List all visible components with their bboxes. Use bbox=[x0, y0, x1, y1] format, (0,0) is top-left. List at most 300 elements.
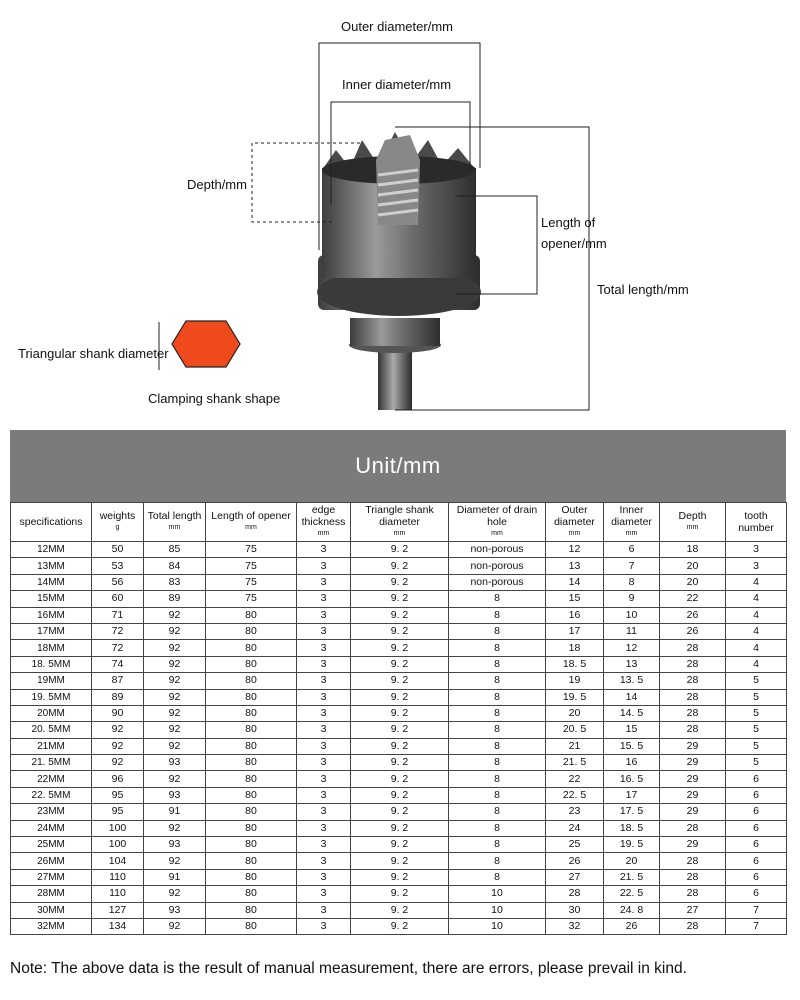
table-cell: 80 bbox=[206, 869, 297, 885]
table-cell: 3 bbox=[297, 787, 351, 803]
opener-length-label-1: Length of bbox=[541, 215, 596, 230]
table-cell: 92 bbox=[144, 918, 206, 934]
table-body bbox=[11, 542, 787, 935]
table-cell: 60 bbox=[92, 591, 144, 607]
spec-cell: 16MM bbox=[11, 607, 92, 623]
table-cell: 28 bbox=[660, 640, 726, 656]
header-unit: mm bbox=[491, 530, 503, 537]
table-cell: 3 bbox=[297, 558, 351, 574]
clamping-shank-shape bbox=[172, 321, 240, 367]
table-cell: 92 bbox=[144, 673, 206, 689]
table-cell: 10 bbox=[449, 886, 546, 902]
spec-cell: 21MM bbox=[11, 738, 92, 754]
table-cell: 24 bbox=[546, 820, 604, 836]
table-row bbox=[11, 918, 787, 934]
table-row bbox=[11, 673, 787, 689]
table-cell: 92 bbox=[144, 623, 206, 639]
table-cell: 93 bbox=[144, 787, 206, 803]
table-cell: 100 bbox=[92, 820, 144, 836]
table-cell: 80 bbox=[206, 755, 297, 771]
table-cell: 18. 5 bbox=[604, 820, 660, 836]
table-cell: non-porous bbox=[449, 542, 546, 558]
table-cell: 72 bbox=[92, 623, 144, 639]
table-cell: 92 bbox=[144, 853, 206, 869]
table-header-row bbox=[11, 503, 787, 542]
header-unit: mm bbox=[168, 524, 181, 531]
table-cell: 24. 8 bbox=[604, 902, 660, 918]
header-label: edge thickness bbox=[301, 504, 346, 528]
table-cell: 17. 5 bbox=[604, 804, 660, 820]
table-cell: 21 bbox=[546, 738, 604, 754]
header-cell bbox=[726, 503, 787, 542]
table-cell: 56 bbox=[92, 574, 144, 590]
table-row bbox=[11, 607, 787, 623]
table-cell: 93 bbox=[144, 755, 206, 771]
table-cell: 8 bbox=[449, 623, 546, 639]
table-cell: 9. 2 bbox=[351, 853, 449, 869]
table-cell: 29 bbox=[660, 755, 726, 771]
spec-cell: 22. 5MM bbox=[11, 787, 92, 803]
table-row bbox=[11, 787, 787, 803]
table-cell: 80 bbox=[206, 640, 297, 656]
spec-cell: 26MM bbox=[11, 853, 92, 869]
table-cell: 80 bbox=[206, 837, 297, 853]
table-cell: 3 bbox=[297, 837, 351, 853]
table-cell: 6 bbox=[604, 542, 660, 558]
spec-cell: 28MM bbox=[11, 886, 92, 902]
table-cell: 3 bbox=[297, 820, 351, 836]
spec-cell: 20MM bbox=[11, 705, 92, 721]
table-cell: 3 bbox=[297, 591, 351, 607]
table-cell: 20 bbox=[660, 558, 726, 574]
table-cell: 8 bbox=[449, 869, 546, 885]
table-cell: 12 bbox=[546, 542, 604, 558]
note: Note: The above data is the result of manual measurement, there are errors, please prevail in kind. bbox=[10, 960, 687, 977]
table-cell: 4 bbox=[726, 656, 787, 672]
table-cell: 28 bbox=[660, 705, 726, 721]
table-cell: 83 bbox=[144, 574, 206, 590]
table-row bbox=[11, 820, 787, 836]
table-cell: 19. 5 bbox=[546, 689, 604, 705]
table-cell: 74 bbox=[92, 656, 144, 672]
table-cell: 21. 5 bbox=[604, 869, 660, 885]
spec-cell: 25MM bbox=[11, 837, 92, 853]
table-cell: 14 bbox=[604, 689, 660, 705]
table-cell: 5 bbox=[726, 689, 787, 705]
table-cell: 95 bbox=[92, 787, 144, 803]
header-cell bbox=[351, 503, 449, 542]
table-cell: 29 bbox=[660, 787, 726, 803]
table-cell: 85 bbox=[144, 542, 206, 558]
table-cell: 3 bbox=[297, 705, 351, 721]
table-cell: 22 bbox=[660, 591, 726, 607]
table-cell: 13 bbox=[604, 656, 660, 672]
hole-saw-diagram bbox=[0, 0, 800, 425]
table-cell: 3 bbox=[297, 869, 351, 885]
header-label: Length of opener bbox=[211, 510, 291, 522]
table-cell: 127 bbox=[92, 902, 144, 918]
table-cell: 92 bbox=[144, 640, 206, 656]
table-row bbox=[11, 558, 787, 574]
table-cell: 12 bbox=[604, 640, 660, 656]
table-cell: 8 bbox=[449, 738, 546, 754]
table-cell: 28 bbox=[660, 853, 726, 869]
header-cell bbox=[11, 503, 92, 542]
table-cell: 3 bbox=[726, 558, 787, 574]
table-cell: 8 bbox=[449, 755, 546, 771]
table-cell: 13 bbox=[546, 558, 604, 574]
header-unit: g bbox=[115, 524, 120, 531]
table-cell: 9. 2 bbox=[351, 574, 449, 590]
table-cell: 29 bbox=[660, 771, 726, 787]
table-cell: 110 bbox=[92, 886, 144, 902]
table-row bbox=[11, 689, 787, 705]
table-cell: 14 bbox=[546, 574, 604, 590]
table-cell: 9. 2 bbox=[351, 542, 449, 558]
table-cell: 9. 2 bbox=[351, 869, 449, 885]
table-cell: 80 bbox=[206, 689, 297, 705]
table-cell: 92 bbox=[144, 886, 206, 902]
table-cell: 9. 2 bbox=[351, 722, 449, 738]
table-cell: 18 bbox=[660, 542, 726, 558]
header-label: Diameter of drain hole bbox=[456, 504, 538, 528]
table-cell: 9. 2 bbox=[351, 558, 449, 574]
table-cell: 3 bbox=[297, 886, 351, 902]
table-cell: 80 bbox=[206, 623, 297, 639]
spec-cell: 24MM bbox=[11, 820, 92, 836]
table-cell: 92 bbox=[144, 738, 206, 754]
table-cell: 96 bbox=[92, 771, 144, 787]
table-cell: 8 bbox=[449, 591, 546, 607]
table-cell: 8 bbox=[449, 771, 546, 787]
table-cell: 15 bbox=[604, 722, 660, 738]
table-cell: 8 bbox=[449, 705, 546, 721]
table-cell: 3 bbox=[297, 771, 351, 787]
table-cell: 8 bbox=[449, 640, 546, 656]
table-cell: 92 bbox=[144, 607, 206, 623]
table-cell: 92 bbox=[92, 755, 144, 771]
table-cell: 80 bbox=[206, 918, 297, 934]
table-cell: 80 bbox=[206, 673, 297, 689]
table-cell: 72 bbox=[92, 640, 144, 656]
table-cell: 3 bbox=[297, 804, 351, 820]
header-cell bbox=[297, 503, 351, 542]
table-cell: 28 bbox=[660, 886, 726, 902]
table-cell: 27 bbox=[660, 902, 726, 918]
table-cell: 84 bbox=[144, 558, 206, 574]
table-row bbox=[11, 771, 787, 787]
table-cell: 80 bbox=[206, 738, 297, 754]
table-cell: 8 bbox=[449, 656, 546, 672]
table-cell: 8 bbox=[449, 837, 546, 853]
table-cell: 15. 5 bbox=[604, 738, 660, 754]
spec-cell: 19. 5MM bbox=[11, 689, 92, 705]
header-unit: mm bbox=[317, 530, 330, 537]
table-cell: 90 bbox=[92, 705, 144, 721]
table-cell: 5 bbox=[726, 738, 787, 754]
table-cell: 8 bbox=[449, 722, 546, 738]
table-cell: 3 bbox=[297, 722, 351, 738]
table-cell: 3 bbox=[297, 623, 351, 639]
table-cell: 19. 5 bbox=[604, 837, 660, 853]
header-cell bbox=[449, 503, 546, 542]
table-cell: 9. 2 bbox=[351, 607, 449, 623]
table-cell: 28 bbox=[660, 656, 726, 672]
table-cell: 3 bbox=[297, 673, 351, 689]
table-cell: 9. 2 bbox=[351, 738, 449, 754]
table-cell: 91 bbox=[144, 804, 206, 820]
header-label: weights bbox=[99, 510, 136, 522]
collar bbox=[350, 318, 440, 346]
table-title: Unit/mm bbox=[10, 430, 786, 502]
spec-cell: 12MM bbox=[11, 542, 92, 558]
table-row bbox=[11, 886, 787, 902]
table-cell: 28 bbox=[660, 918, 726, 934]
spec-cell: 30MM bbox=[11, 902, 92, 918]
table-cell: 26 bbox=[660, 623, 726, 639]
table-cell: 18 bbox=[546, 640, 604, 656]
table-cell: 89 bbox=[92, 689, 144, 705]
table-row bbox=[11, 738, 787, 754]
table-row bbox=[11, 722, 787, 738]
table-cell: 80 bbox=[206, 656, 297, 672]
table-row bbox=[11, 755, 787, 771]
table-cell: 22 bbox=[546, 771, 604, 787]
table-cell: 3 bbox=[297, 738, 351, 754]
header-label: tooth number bbox=[738, 510, 774, 534]
header-label: Total length bbox=[147, 510, 202, 522]
table-cell: 75 bbox=[206, 574, 297, 590]
table-cell: 134 bbox=[92, 918, 144, 934]
table-cell: 80 bbox=[206, 722, 297, 738]
table-cell: 29 bbox=[660, 738, 726, 754]
table-cell: 8 bbox=[449, 689, 546, 705]
header-cell bbox=[92, 503, 144, 542]
table-cell: 3 bbox=[297, 656, 351, 672]
table-row bbox=[11, 542, 787, 558]
table-cell: 3 bbox=[297, 853, 351, 869]
table-cell: 3 bbox=[297, 640, 351, 656]
table-cell: 8 bbox=[604, 574, 660, 590]
clamping-shape-label: Clamping shank shape bbox=[148, 391, 281, 406]
depth-label: Depth/mm bbox=[187, 177, 247, 192]
header-unit: mm bbox=[568, 530, 581, 537]
table-cell: 75 bbox=[206, 542, 297, 558]
table-cell: 3 bbox=[297, 542, 351, 558]
table-cell: 71 bbox=[92, 607, 144, 623]
table-cell: 89 bbox=[144, 591, 206, 607]
header-unit: mm bbox=[393, 530, 406, 537]
table-cell: 80 bbox=[206, 771, 297, 787]
table-cell: 17 bbox=[546, 623, 604, 639]
table-cell: 11 bbox=[604, 623, 660, 639]
table-row bbox=[11, 837, 787, 853]
header-unit: mm bbox=[625, 530, 638, 537]
table-cell: 4 bbox=[726, 574, 787, 590]
table-cell: 25 bbox=[546, 837, 604, 853]
table-cell: 75 bbox=[206, 558, 297, 574]
table-cell: 9. 2 bbox=[351, 837, 449, 853]
table-cell: 9. 2 bbox=[351, 902, 449, 918]
table-cell: 92 bbox=[144, 705, 206, 721]
table-row bbox=[11, 853, 787, 869]
table-cell: 3 bbox=[297, 755, 351, 771]
table-cell: 9. 2 bbox=[351, 623, 449, 639]
table-cell: 7 bbox=[726, 918, 787, 934]
table-cell: 22. 5 bbox=[546, 787, 604, 803]
table-cell: non-porous bbox=[449, 574, 546, 590]
table-cell: 20 bbox=[546, 705, 604, 721]
spec-cell: 18MM bbox=[11, 640, 92, 656]
table-cell: 28 bbox=[660, 820, 726, 836]
header-label: Triangle shank diameter bbox=[365, 504, 434, 528]
table-cell: 10 bbox=[604, 607, 660, 623]
spec-cell: 20. 5MM bbox=[11, 722, 92, 738]
total-length-label: Total length/mm bbox=[597, 282, 689, 297]
table-cell: 28 bbox=[660, 869, 726, 885]
header-cell bbox=[144, 503, 206, 542]
table-cell: 3 bbox=[297, 574, 351, 590]
table-cell: 92 bbox=[144, 656, 206, 672]
table-cell: 7 bbox=[604, 558, 660, 574]
table-cell: 93 bbox=[144, 902, 206, 918]
table-cell: 20 bbox=[660, 574, 726, 590]
header-label: Outer diameter bbox=[554, 504, 595, 528]
table-cell: 3 bbox=[297, 607, 351, 623]
spec-cell: 19MM bbox=[11, 673, 92, 689]
table-cell: 100 bbox=[92, 837, 144, 853]
table-cell: 92 bbox=[92, 738, 144, 754]
table-cell: 6 bbox=[726, 787, 787, 803]
table-cell: 6 bbox=[726, 820, 787, 836]
table-cell: 91 bbox=[144, 869, 206, 885]
table-cell: 3 bbox=[297, 689, 351, 705]
table-cell: 10 bbox=[449, 902, 546, 918]
table-cell: 8 bbox=[449, 787, 546, 803]
table-cell: 26 bbox=[604, 918, 660, 934]
opener-length-label-2: opener/mm bbox=[541, 236, 607, 251]
table-row bbox=[11, 640, 787, 656]
header-label: Inner diameter bbox=[611, 504, 652, 528]
table-cell: 17 bbox=[604, 787, 660, 803]
spec-cell: 17MM bbox=[11, 623, 92, 639]
table-cell: 7 bbox=[726, 902, 787, 918]
table-cell: 92 bbox=[144, 722, 206, 738]
header-cell bbox=[546, 503, 604, 542]
table-cell: 50 bbox=[92, 542, 144, 558]
header-cell bbox=[206, 503, 297, 542]
table-row bbox=[11, 804, 787, 820]
table-cell: 9. 2 bbox=[351, 820, 449, 836]
table-cell: 20 bbox=[604, 853, 660, 869]
table-cell: 29 bbox=[660, 804, 726, 820]
table-cell: 26 bbox=[546, 853, 604, 869]
header-label: Depth bbox=[678, 510, 707, 522]
table-cell: 9. 2 bbox=[351, 591, 449, 607]
table-cell: 9. 2 bbox=[351, 705, 449, 721]
table-cell: 28 bbox=[660, 722, 726, 738]
table-row bbox=[11, 623, 787, 639]
table-cell: 30 bbox=[546, 902, 604, 918]
table-cell: 29 bbox=[660, 837, 726, 853]
table-cell: 92 bbox=[144, 771, 206, 787]
table-row bbox=[11, 705, 787, 721]
table-cell: 4 bbox=[726, 623, 787, 639]
table-cell: 80 bbox=[206, 804, 297, 820]
table-cell: 80 bbox=[206, 886, 297, 902]
table-cell: 15 bbox=[546, 591, 604, 607]
table-cell: 28 bbox=[660, 673, 726, 689]
table-cell: 80 bbox=[206, 853, 297, 869]
spec-cell: 21. 5MM bbox=[11, 755, 92, 771]
table-cell: 9. 2 bbox=[351, 755, 449, 771]
table-cell: 16 bbox=[546, 607, 604, 623]
table-cell: 9. 2 bbox=[351, 886, 449, 902]
table-cell: 4 bbox=[726, 640, 787, 656]
table-cell: 87 bbox=[92, 673, 144, 689]
table-cell: 9. 2 bbox=[351, 804, 449, 820]
table-cell: 9. 2 bbox=[351, 918, 449, 934]
table-cell: 28 bbox=[660, 689, 726, 705]
table-cell: 10 bbox=[449, 918, 546, 934]
table-cell: 8 bbox=[449, 820, 546, 836]
spec-table bbox=[10, 502, 787, 935]
table-cell: 23 bbox=[546, 804, 604, 820]
table-cell: 3 bbox=[297, 918, 351, 934]
table-cell: 9 bbox=[604, 591, 660, 607]
table-row bbox=[11, 656, 787, 672]
table-cell: 9. 2 bbox=[351, 673, 449, 689]
table-cell: 9. 2 bbox=[351, 640, 449, 656]
table-cell: 19 bbox=[546, 673, 604, 689]
table-cell: 6 bbox=[726, 869, 787, 885]
table-cell: 4 bbox=[726, 591, 787, 607]
table-row bbox=[11, 869, 787, 885]
table-cell: 9. 2 bbox=[351, 656, 449, 672]
spec-cell: 13MM bbox=[11, 558, 92, 574]
table-cell: 80 bbox=[206, 607, 297, 623]
outer-diameter-label: Outer diameter/mm bbox=[341, 19, 453, 34]
triangular-shank-label: Triangular shank diameter bbox=[18, 346, 169, 361]
table-cell: 28 bbox=[546, 886, 604, 902]
table-cell: non-porous bbox=[449, 558, 546, 574]
table-cell: 3 bbox=[297, 902, 351, 918]
table-cell: 4 bbox=[726, 607, 787, 623]
table-cell: 14. 5 bbox=[604, 705, 660, 721]
header-label: specifications bbox=[19, 516, 83, 528]
table-cell: 6 bbox=[726, 771, 787, 787]
table-cell: 32 bbox=[546, 918, 604, 934]
table-cell: 16 bbox=[604, 755, 660, 771]
table-cell: 16. 5 bbox=[604, 771, 660, 787]
table-cell: 5 bbox=[726, 755, 787, 771]
table-cell: 8 bbox=[449, 804, 546, 820]
table-cell: 20. 5 bbox=[546, 722, 604, 738]
inner-diameter-label: Inner diameter/mm bbox=[342, 77, 452, 92]
table-cell: 95 bbox=[92, 804, 144, 820]
table-row bbox=[11, 591, 787, 607]
table-cell: 93 bbox=[144, 837, 206, 853]
table-cell: 92 bbox=[144, 689, 206, 705]
table-cell: 6 bbox=[726, 886, 787, 902]
table-cell: 5 bbox=[726, 705, 787, 721]
table-cell: 8 bbox=[449, 673, 546, 689]
table-cell: 21. 5 bbox=[546, 755, 604, 771]
table-cell: 53 bbox=[92, 558, 144, 574]
spec-cell: 27MM bbox=[11, 869, 92, 885]
table-cell: 18. 5 bbox=[546, 656, 604, 672]
table-cell: 27 bbox=[546, 869, 604, 885]
